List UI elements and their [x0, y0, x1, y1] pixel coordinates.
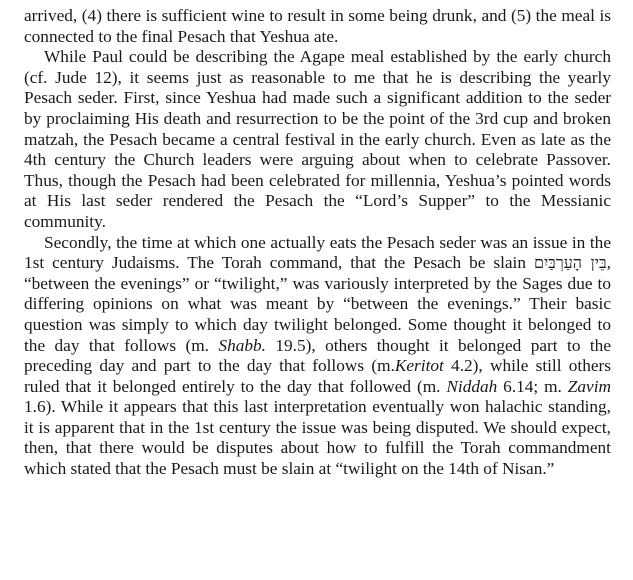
paragraph-agape-meal: While Paul could be describing the Agape meal established by the early church (cf. Jude 12), it seems just as reasonable to me that he is describing the yearly Pesach seder. First, since Yeshua had made such a significant addition to the seder by proclaiming His death and resurrection to be the point of the 3rd cup and broken matzah, the Pesach became a central festival in the early church. Even as late as the 4th century the Church leaders were arguing about when to celebrate Passover. Thus, though the Pesach had been celebrated for millennia, Yeshua’s pointed words at His last seder rendered the Pesach the “Lord’s Supper” to the Messianic community. [24, 47, 611, 231]
text-run: 19.5), others thought it belonged part to the preceding day and part to the day that follows (m. [24, 335, 611, 376]
citation-title: Zavim [567, 376, 611, 396]
hebrew-phrase: בֵּין הָעַרְבַּיִם [533, 253, 607, 273]
text-run: Secondly, the time at which one actually eats the Pesach seder was an issue in the 1st century Judaisms. The Torah command, that the Pesach be slain [24, 232, 611, 273]
document-page [24, 6, 611, 480]
text-run: , “between the evenings” or “twilight,” was variously interpreted by the Sages due to differing opinions on what was meant by “between the evenings.” Their basic question was simply to which day twilight belonged. Some thought it belonged to the day that follows (m. [24, 253, 611, 355]
citation-title: Shabb. [218, 335, 266, 355]
citation-title: Keritot [394, 356, 444, 376]
paragraph-continuation: arrived, (4) there is sufficient wine to result in some being drunk, and (5) the meal is connected to the final Pesach that Yeshua ate. [24, 6, 611, 46]
text-run: 6.14; m. [497, 376, 568, 396]
paragraph-timing-of-seder [24, 233, 611, 480]
citation-title: Niddah [446, 376, 498, 396]
text-run: 4.2), while still others ruled that it belonged entirely to the day that followed (m. [24, 356, 612, 396]
text-run: 1.6). While it appears that this last interpretation eventually won halachic standing, it is apparent that in the 1st century the issue was being disputed. We should expect, then, that there would be disputes about how to fulfill the Torah commandment which stated that the Pesach must be slain at “twilight on the 14th of Nisan.” [24, 397, 611, 479]
